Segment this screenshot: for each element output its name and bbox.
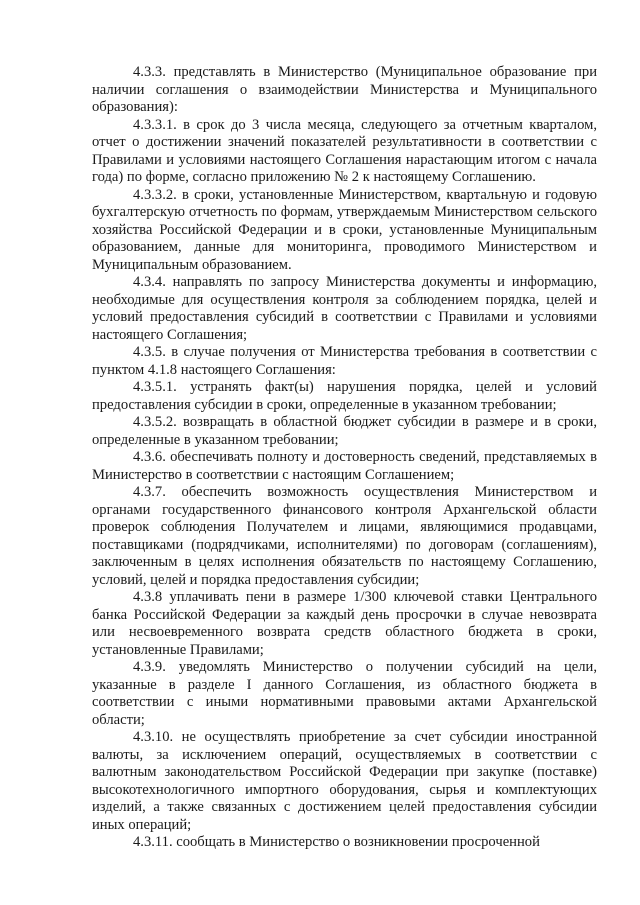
paragraph-4-3-11: 4.3.11. сообщать в Министерство о возникновении просроченной (133, 834, 540, 850)
paragraph-4-3-9: 4.3.9. уведомлять Министерство о получении субсидий на цели, указанные в разделе I данного Соглашения, из областного бюджета в соответствии с иными нормативными правовыми актами Архангельской области; (92, 659, 597, 728)
paragraph-4-3-6: 4.3.6. обеспечивать полноту и достоверность сведений, представляемых в Министерство в соответствии с настоящим Соглашением; (92, 449, 597, 483)
document-page (92, 64, 597, 852)
paragraph-4-3-3-2: 4.3.3.2. в сроки, установленные Министерством, квартальную и годовую бухгалтерскую отчетность по формам, утверждаемым Министерством сельского хозяйства Российской Федерации и в сроки, установленные Муниципальным образованием, данные для мониторинга, проводимого Министерством и Муниципальным образованием. (92, 186, 597, 273)
paragraph-4-3-4: 4.3.4. направлять по запросу Министерства документы и информацию, необходимые для осуществления контроля за соблюдением порядка, целей и условий предоставления субсидий в соответствии с Правилами и условиями настоящего Соглашения; (92, 274, 597, 343)
paragraph-4-3-10: 4.3.10. не осуществлять приобретение за счет субсидии иностранной валюты, за исключением операций, осуществляемых в соответствии с валютным законодательством Российской Федерации при закупке (поставке) высокотехнологичного импортного оборудования, сырья и комплектующих изделий, а также связанных с достижением целей предоставления субсидии иных операций; (92, 729, 597, 833)
paragraph-4-3-8: 4.3.8 уплачивать пени в размере 1/300 ключевой ставки Центрального банка Российской Федерации за каждый день просрочки в случае невозврата или несвоевременного возврата средств областного бюджета в сроки, установленные Правилами; (92, 589, 597, 658)
paragraph-4-3-3-1: 4.3.3.1. в срок до 3 числа месяца, следующего за отчетным кварталом, отчет о достижении значений показателей результативности в соответствии с Правилами и условиями настоящего Соглашения нарастающим итогом с начала года) по форме, согласно приложению № 2 к настоящему Соглашению. (92, 116, 597, 185)
paragraph-4-3-3: 4.3.3. представлять в Министерство (Муниципальное образование при наличии соглашения о взаимодействии Министерства и Муниципального образования): (92, 64, 597, 115)
paragraph-4-3-5-2: 4.3.5.2. возвращать в областной бюджет субсидии в размере и в сроки, определенные в указанном требовании; (92, 414, 597, 448)
paragraph-4-3-5-1: 4.3.5.1. устранять факт(ы) нарушения порядка, целей и условий предоставления субсидии в сроки, определенные в указанном требовании; (92, 379, 597, 413)
paragraph-4-3-5: 4.3.5. в случае получения от Министерства требования в соответствии с пунктом 4.1.8 настоящего Соглашения: (92, 344, 597, 378)
paragraph-4-3-7: 4.3.7. обеспечить возможность осуществления Министерством и органами государственного финансового контроля Архангельской области проверок соблюдения Получателем и лицами, являющимися продавцами, поставщиками (подрядчиками, исполнителями) по договорам (соглашениям), заключенным в целях исполнения обязательств по настоящему Соглашению, условий, целей и порядка предоставления субсидии; (92, 484, 597, 588)
